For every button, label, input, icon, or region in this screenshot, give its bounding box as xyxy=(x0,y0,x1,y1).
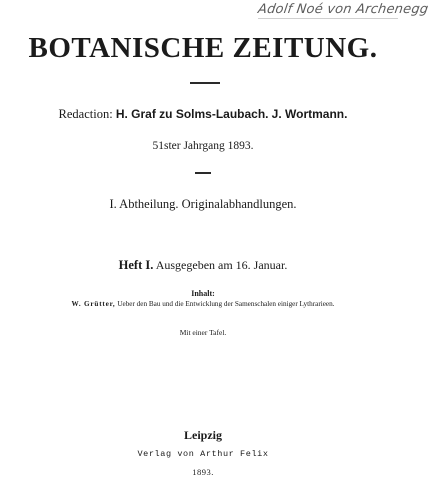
article-author: W. Grütter, xyxy=(71,300,116,308)
handwritten-signature: Adolf Noé von Archenegg xyxy=(256,2,429,17)
plate-note: Mit einer Tafel. xyxy=(179,328,227,337)
imprint-publisher: Verlag von Arthur Felix xyxy=(137,449,269,459)
issue-line xyxy=(0,258,406,273)
imprint-year: 1893. xyxy=(192,467,214,477)
volume-year: 51ster Jahrgang 1893. xyxy=(152,140,254,152)
article-title: Ueber den Bau und die Entwicklung der Samenschalen einiger Lythrarieen. xyxy=(117,300,335,308)
signature-underline xyxy=(258,18,398,19)
journal-title: BOTANISCHE ZEITUNG. xyxy=(28,32,378,64)
editor-solms-laubach: H. Graf zu Solms-Laubach. xyxy=(115,107,269,121)
contents-entry xyxy=(0,300,406,308)
section-heading: I. Abtheilung. Originalabhandlungen. xyxy=(109,197,297,211)
issue-date: Ausgegeben am 16. Januar. xyxy=(155,258,288,272)
issue-number: Heft I. xyxy=(118,258,154,272)
contents-heading: Inhalt: xyxy=(191,289,215,298)
title-divider xyxy=(190,82,220,84)
imprint-place: Leipzig xyxy=(184,428,222,442)
ornament-divider xyxy=(195,172,211,174)
redaction-line xyxy=(0,107,406,122)
redaction-label: Redaction: xyxy=(58,107,113,121)
editor-wortmann: J. Wortmann. xyxy=(271,107,348,121)
